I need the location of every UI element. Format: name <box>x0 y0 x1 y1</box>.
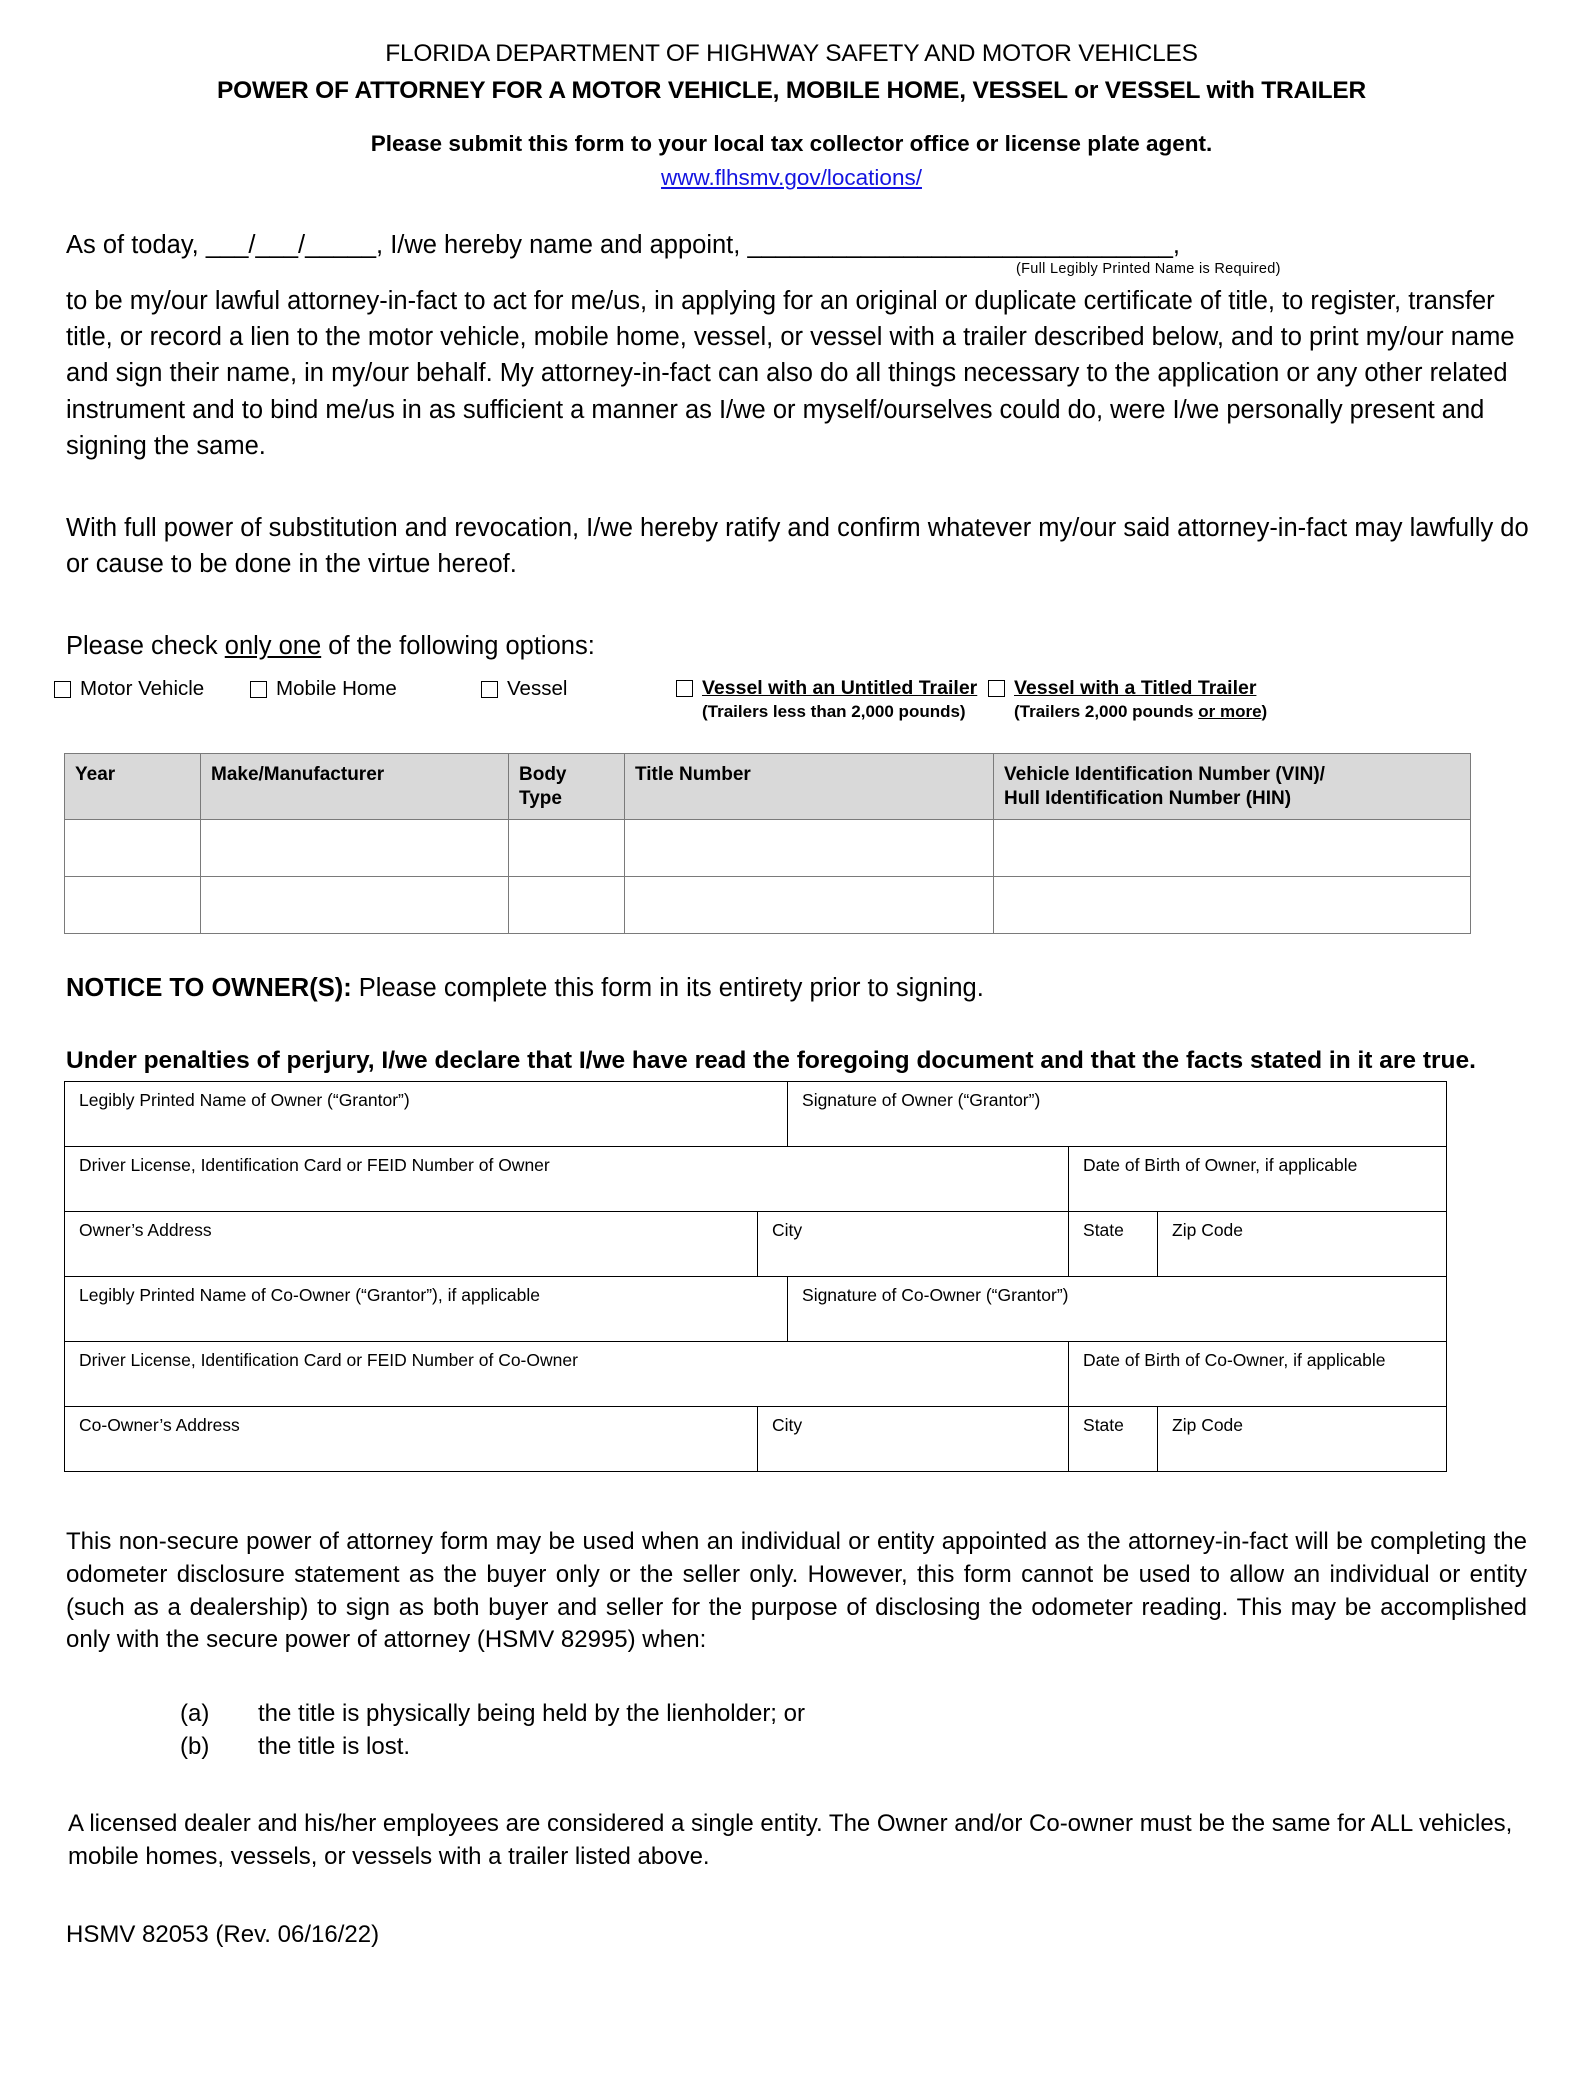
option-vessel[interactable] <box>481 677 567 701</box>
form-title: POWER OF ATTORNEY FOR A MOTOR VEHICLE, MOBILE HOME, VESSEL or VESSEL with TRAILER <box>216 77 1366 104</box>
cell-make-2[interactable] <box>201 876 509 933</box>
cell-title-number-2[interactable] <box>625 876 994 933</box>
field-dob-coowner[interactable]: Date of Birth of Co-Owner, if applicable <box>1069 1342 1447 1407</box>
field-signature-owner[interactable]: Signature of Owner (“Grantor”) <box>788 1082 1447 1147</box>
option-vessel-untitled-trailer-label: Vessel with an Untitled Trailer <box>702 677 978 700</box>
table-row <box>65 876 1471 933</box>
field-dl-owner[interactable]: Driver License, Identification Card or FEID Number of Owner <box>65 1147 1069 1212</box>
condition-a-text: the title is physically being held by the lienholder; or <box>258 1699 805 1727</box>
attorney-name-blank-field[interactable]: ______________________________ <box>747 231 1173 259</box>
field-printed-name-owner[interactable]: Legibly Printed Name of Owner (“Grantor”) <box>65 1082 788 1147</box>
vehicle-type-options <box>66 677 1529 735</box>
field-zip-coowner[interactable]: Zip Code <box>1158 1407 1447 1472</box>
table-row <box>65 1082 1447 1147</box>
cell-body-type-2[interactable] <box>509 876 625 933</box>
main-paragraph: to be my/our lawful attorney-in-fact to act for me/us, in applying for an original or duplicate certificate of title, to register, transfer title, or record a lien to the motor vehicle, mobile home, vessel, or vessel with a trailer described below, and to print my/our name and sign their name, in my/our behalf. My attorney-in-fact can also do all things necessary to the application or any other related instrument and to bind me/us in as sufficient a manner as I/we or myself/ourselves could do, were I/we personally present and signing the same. <box>66 287 1515 460</box>
field-printed-name-coowner[interactable]: Legibly Printed Name of Co-Owner (“Grantor”), if applicable <box>65 1277 788 1342</box>
options-heading <box>66 632 1529 661</box>
table-row <box>65 1277 1447 1342</box>
appoint-suffix: , <box>1172 231 1180 259</box>
vehicle-table-head <box>65 754 1471 819</box>
option-motor-vehicle-label: Motor Vehicle <box>80 677 205 701</box>
field-zip-owner[interactable]: Zip Code <box>1158 1212 1447 1277</box>
checkbox-vessel-icon[interactable] <box>481 681 498 698</box>
col-make: Make/Manufacturer <box>201 754 509 819</box>
appoint-prefix: As of today, <box>66 231 206 259</box>
field-dob-owner[interactable]: Date of Birth of Owner, if applicable <box>1069 1147 1447 1212</box>
cell-year-1[interactable] <box>65 819 201 876</box>
checkbox-mobile-home-icon[interactable] <box>250 681 267 698</box>
secure-poa-conditions <box>180 1697 1583 1763</box>
cell-make-1[interactable] <box>201 819 509 876</box>
col-body-type-line2: Type <box>519 787 562 809</box>
field-address-coowner[interactable]: Co-Owner’s Address <box>65 1407 758 1472</box>
table-row <box>65 1147 1447 1212</box>
field-dl-coowner[interactable]: Driver License, Identification Card or FEID Number of Co-Owner <box>65 1342 1069 1407</box>
form-page <box>0 40 1583 2088</box>
body-content <box>66 231 1529 735</box>
option-vessel-untitled-trailer-sublabel: (Trailers less than 2,000 pounds) <box>702 702 966 722</box>
options-heading-suffix: of the following options: <box>321 632 595 661</box>
col-title-number: Title Number <box>625 754 994 819</box>
condition-b-key: (b) <box>180 1732 210 1760</box>
option-motor-vehicle[interactable] <box>54 677 204 701</box>
condition-a <box>180 1697 1583 1730</box>
col-vin-hin <box>994 754 1471 819</box>
table-row <box>65 819 1471 876</box>
field-address-owner[interactable]: Owner’s Address <box>65 1212 758 1277</box>
option-vessel-titled-trailer-label: Vessel with a Titled Trailer <box>1014 677 1257 700</box>
table-row <box>65 1342 1447 1407</box>
checkbox-vessel-titled-trailer-icon[interactable] <box>988 680 1005 697</box>
appoint-middle: , I/we hereby name and appoint, <box>376 231 748 259</box>
option-mobile-home-label: Mobile Home <box>276 677 397 701</box>
col-year: Year <box>65 754 201 819</box>
field-signature-coowner[interactable]: Signature of Co-Owner (“Grantor”) <box>788 1277 1447 1342</box>
vehicle-table-body <box>65 819 1471 933</box>
table-row <box>65 1212 1447 1277</box>
field-state-coowner[interactable]: State <box>1069 1407 1158 1472</box>
sublabel-underlined: or more <box>1198 702 1262 722</box>
substitution-paragraph: With full power of substitution and revocation, I/we hereby ratify and confirm whatever my/our said attorney-in-fact may lawfully do or cause to be done in the virtue hereof. <box>66 514 1529 579</box>
owner-signature-table <box>64 1081 1447 1472</box>
option-vessel-titled-trailer[interactable] <box>988 677 1267 722</box>
condition-b-text: the title is lost. <box>258 1732 411 1760</box>
checkbox-motor-vehicle-icon[interactable] <box>54 681 71 698</box>
perjury-declaration: Under penalties of perjury, I/we declare that I/we have read the foregoing document and that the facts stated in it are true. <box>66 1046 1476 1074</box>
cell-year-2[interactable] <box>65 876 201 933</box>
owner-table-body <box>65 1082 1447 1472</box>
notice-text: Please complete this form in its entirety prior to signing. <box>351 973 984 1002</box>
col-vin-line1: Vehicle Identification Number (VIN)/ <box>1004 764 1325 786</box>
dealer-note: A licensed dealer and his/her employees are considered a single entity. The Owner and/or Co-owner must be the same for ALL vehicles, mobile homes, vessels, or vessels with a trailer listed above. <box>68 1810 1513 1871</box>
field-city-owner[interactable]: City <box>758 1212 1069 1277</box>
date-blank-field[interactable]: ___/___/_____ <box>205 231 377 259</box>
condition-b <box>180 1730 1583 1763</box>
options-heading-prefix: Please check <box>66 632 225 661</box>
agency-title: FLORIDA DEPARTMENT OF HIGHWAY SAFETY AND MOTOR VEHICLES <box>385 40 1198 67</box>
cell-body-type-1[interactable] <box>509 819 625 876</box>
checkbox-vessel-untitled-trailer-icon[interactable] <box>676 680 693 697</box>
notice-to-owners <box>66 974 1583 1003</box>
option-vessel-label: Vessel <box>507 677 568 701</box>
field-state-owner[interactable]: State <box>1069 1212 1158 1277</box>
sublabel-pre: (Trailers 2,000 pounds <box>1014 702 1199 722</box>
col-body-type <box>509 754 625 819</box>
submit-instruction: Please submit this form to your local tax collector office or license plate agent. <box>370 131 1213 156</box>
locations-link[interactable]: www.flhsmv.gov/locations/ <box>661 165 922 190</box>
field-city-coowner[interactable]: City <box>758 1407 1069 1472</box>
option-vessel-titled-trailer-sublabel <box>1014 702 1267 722</box>
notice-label: NOTICE TO OWNER(S): <box>66 973 352 1002</box>
non-secure-explanation: This non-secure power of attorney form may be used when an individual or entity appointed as the attorney-in-fact will be completing the odometer disclosure statement as the buyer only or the seller only. However, this form cannot be used to allow an individual or entity (such as a dealership) to sign as both buyer and seller for the purpose of disclosing the odometer reading. This may be accomplished only with the secure power of attorney (HSMV 82995) when: <box>66 1528 1527 1654</box>
condition-a-key: (a) <box>180 1699 210 1727</box>
cell-vin-2[interactable] <box>994 876 1471 933</box>
options-heading-emphasis: only one <box>224 632 322 661</box>
cell-title-number-1[interactable] <box>625 819 994 876</box>
sublabel-post: ) <box>1261 702 1268 722</box>
option-mobile-home[interactable] <box>250 677 397 701</box>
cell-vin-1[interactable] <box>994 819 1471 876</box>
col-body-type-line1: Body <box>519 764 567 786</box>
form-revision-id: HSMV 82053 (Rev. 06/16/22) <box>66 1921 380 1949</box>
vehicle-table-header-row <box>65 754 1471 819</box>
col-vin-line2: Hull Identification Number (HIN) <box>1004 787 1292 809</box>
printed-name-caption: (Full Legibly Printed Name is Required) <box>1016 261 1281 277</box>
vehicle-description-table <box>64 753 1471 933</box>
appointment-line <box>66 231 1529 260</box>
option-vessel-untitled-trailer[interactable] <box>676 677 977 722</box>
locations-link-wrapper <box>0 165 1583 191</box>
table-row <box>65 1407 1447 1472</box>
